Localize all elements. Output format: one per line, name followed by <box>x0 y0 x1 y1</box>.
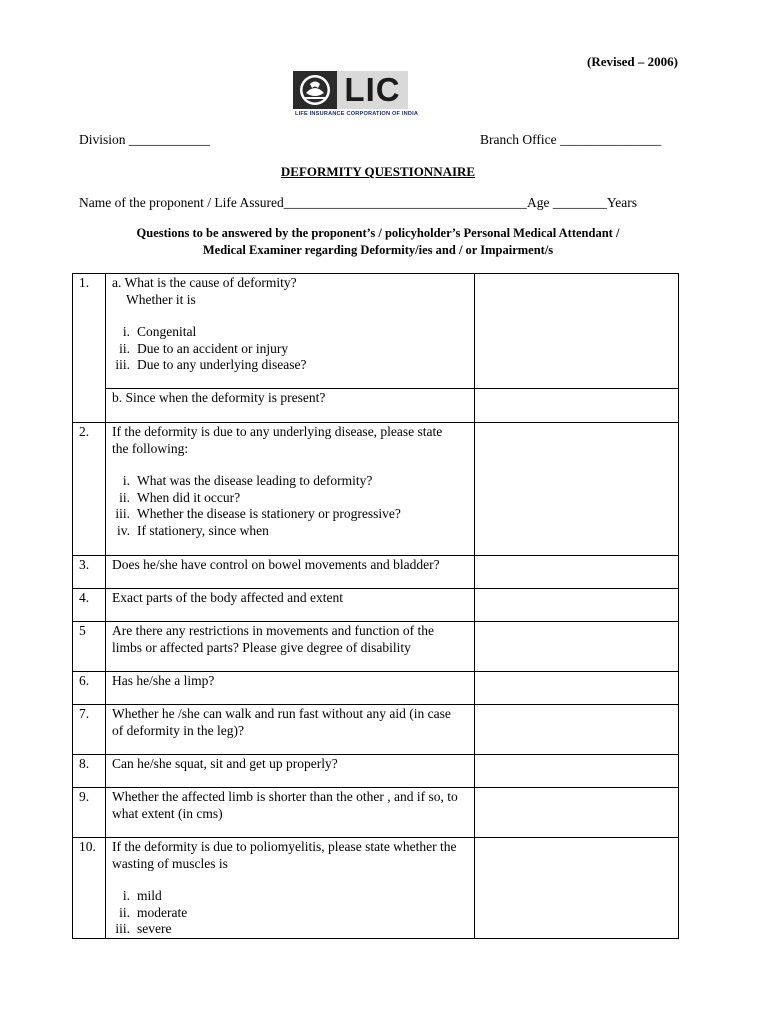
table-row <box>73 838 679 939</box>
question-line: a. What is the cause of deformity? <box>112 275 297 290</box>
table-row <box>73 589 679 622</box>
question-number: 1. <box>73 274 106 423</box>
list-item: ii. Due to an accident or injury <box>119 340 289 356</box>
list-item: i. What was the disease leading to deformity? <box>122 473 373 488</box>
question-number: 3. <box>73 556 106 589</box>
branch-office-field[interactable]: Branch Office _______________ <box>480 132 662 147</box>
answer-cell[interactable] <box>475 705 679 755</box>
list-item: i. Congenital <box>122 324 197 339</box>
question-text: Has he/she a limp? <box>106 672 475 705</box>
answer-cell[interactable] <box>475 672 679 705</box>
revision-note: (Revised – 2006) <box>587 54 678 69</box>
answer-cell[interactable] <box>475 423 679 556</box>
list-item: iv. If stationery, since when <box>117 522 269 538</box>
lic-logo-text: LIC <box>337 71 408 109</box>
question-text: Can he/she squat, sit and get up properly? <box>106 755 475 788</box>
question-text: Exact parts of the body affected and extent <box>106 589 475 622</box>
question-number: 7. <box>73 705 106 755</box>
list-item: ii. When did it occur? <box>119 489 241 505</box>
table-row <box>73 389 679 423</box>
question-number: 2. <box>73 423 106 556</box>
table-row <box>73 556 679 589</box>
table-row <box>73 705 679 755</box>
question-text: Whether he /she can walk and run fast without any aid (in case of deformity in the leg)? <box>106 705 475 755</box>
page-title: DEFORMITY QUESTIONNAIRE <box>280 164 476 179</box>
question-number: 5 <box>73 622 106 672</box>
question-number: 6. <box>73 672 106 705</box>
question-text: Does he/she have control on bowel movements and bladder? <box>106 556 475 589</box>
list-item: i. mild <box>122 888 162 903</box>
answer-cell[interactable] <box>475 389 679 423</box>
instruction-line-2: Medical Examiner regarding Deformity/ies and / or Impairment/s <box>202 243 554 257</box>
table-row <box>73 423 679 556</box>
question-number: 9. <box>73 788 106 838</box>
question-number: 8. <box>73 755 106 788</box>
table-row <box>73 755 679 788</box>
answer-cell[interactable] <box>475 622 679 672</box>
age-field[interactable]: Age ________Years <box>527 195 637 210</box>
table-row <box>73 672 679 705</box>
lic-emblem-icon <box>293 71 337 109</box>
list-item: iii. Whether the disease is stationery or progressive? <box>115 506 401 521</box>
question-text: Whether the affected limb is shorter than the other , and if so, to what extent (in cms) <box>106 788 475 838</box>
answer-cell[interactable] <box>475 556 679 589</box>
division-field[interactable]: Division ____________ <box>79 132 210 147</box>
answer-cell[interactable] <box>475 838 679 939</box>
table-row <box>73 274 679 389</box>
proponent-name-field[interactable]: Name of the proponent / Life Assured____________________________________ <box>79 195 527 210</box>
lic-logo-subtitle: LIFE INSURANCE CORPORATION OF INDIA <box>295 111 419 117</box>
question-text: Are there any restrictions in movements and function of the limbs or affected parts? Please give degree of disability <box>106 622 475 672</box>
table-row <box>73 622 679 672</box>
question-text: If the deformity is due to any underlying disease, please state the following: i. What was the disease leading to deformity? ii. When did it occur? iii. Whether the disease is stationery or progressive? iv. If stationery, since when <box>106 423 475 556</box>
list-item: ii. moderate <box>119 904 188 920</box>
question-text <box>106 274 475 389</box>
list-item: iii. Due to any underlying disease? <box>115 357 307 372</box>
answer-cell[interactable] <box>475 788 679 838</box>
question-text: b. Since when the deformity is present? <box>106 389 475 423</box>
question-number: 4. <box>73 589 106 622</box>
question-number: 10. <box>73 838 106 939</box>
answer-cell[interactable] <box>475 589 679 622</box>
question-line: Whether it is <box>126 291 196 307</box>
table-row <box>73 788 679 838</box>
question-text: If the deformity is due to poliomyelitis, please state whether the wasting of muscles is i. mild ii. moderate iii. severe <box>106 838 475 939</box>
list-item: iii. severe <box>115 921 172 936</box>
questionnaire-table <box>72 273 679 939</box>
answer-cell[interactable] <box>475 274 679 389</box>
instruction-line-1: Questions to be answered by the proponent’s / policyholder’s Personal Medical Attendant / <box>136 226 620 240</box>
answer-cell[interactable] <box>475 755 679 788</box>
lic-logo <box>293 71 419 121</box>
